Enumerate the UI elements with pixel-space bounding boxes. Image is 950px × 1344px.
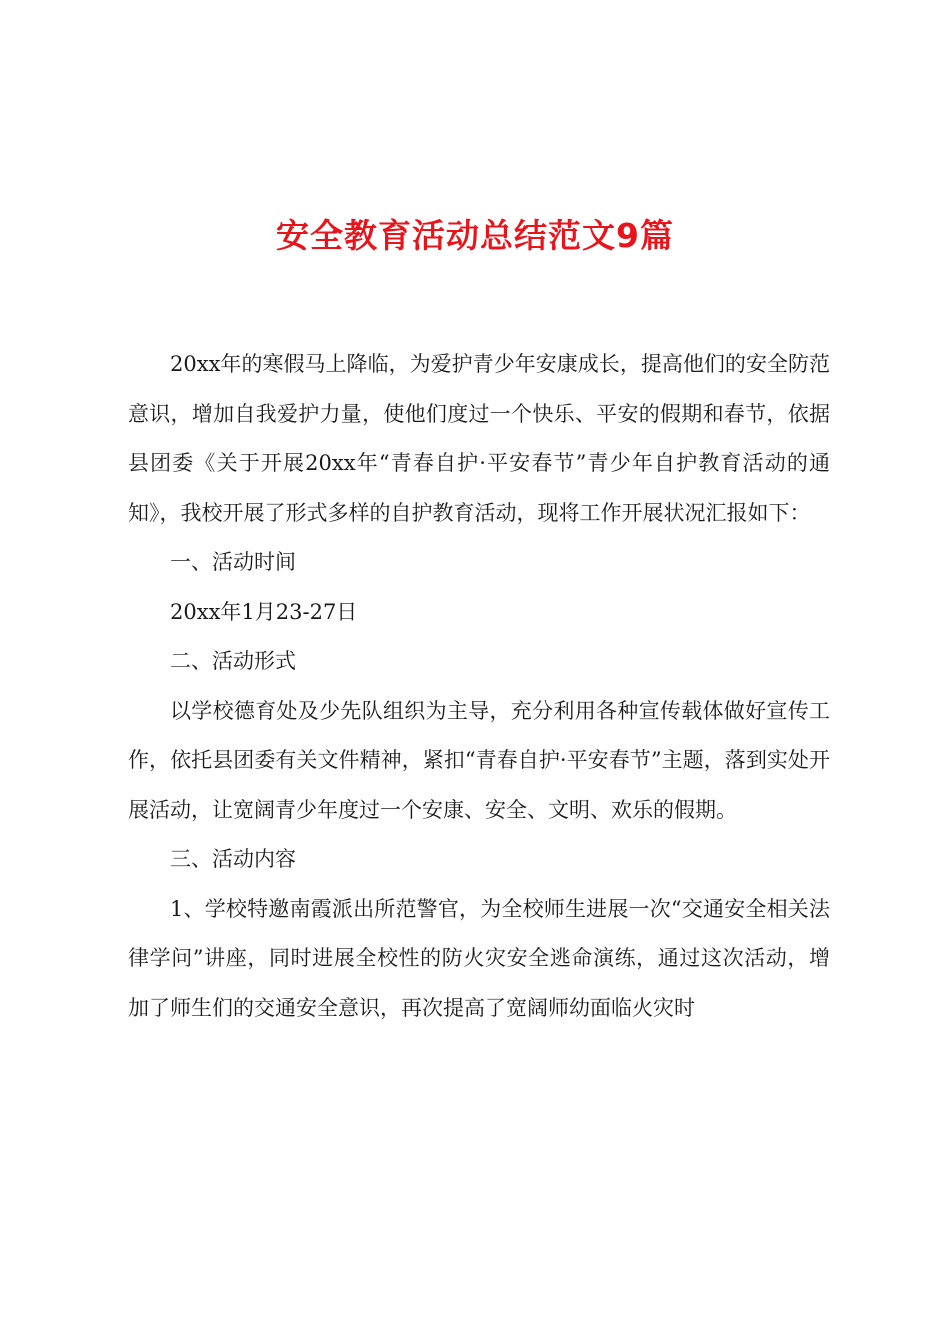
paragraph-content-1: 1、学校特邀南霞派出所范警官，为全校师生进展一次“交通安全相关法律学问”讲座，同时进展全校性的防火灾安全逃命演练，通过这次活动，增加了师生们的交通安全意识，再次提高了宽阔师幼面临火灾时 (128, 896, 830, 1020)
paragraph-intro: 20xx年的寒假马上降临，为爱护青少年安康成长，提高他们的安全防范意识，增加自我爱护力量，使他们度过一个快乐、平安的假期和春节，依据县团委《关于开展20xx年“青春自护·平安春节”青少年自护教育活动的通知》，我校开展了形式多样的自护教育活动，现将工作开展状况汇报如下： (128, 352, 830, 525)
section-heading-content: 三、活动内容 (170, 847, 296, 871)
section-heading-form: 二、活动形式 (170, 649, 296, 673)
section-heading-time: 一、活动时间 (170, 550, 296, 574)
document-body (128, 340, 830, 1033)
paragraph-form: 以学校德育处及少先队组织为主导，充分利用各种宣传载体做好宣传工作，依托县团委有关文件精神，紧扣“青春自护·平安春节”主题，落到实处开展活动，让宽阔青少年度过一个安康、安全、文明、欢乐的假期。 (128, 698, 830, 822)
document-title: 安全教育活动总结范文9篇 (276, 216, 674, 255)
paragraph-time: 20xx年1月23-27日 (170, 599, 358, 624)
